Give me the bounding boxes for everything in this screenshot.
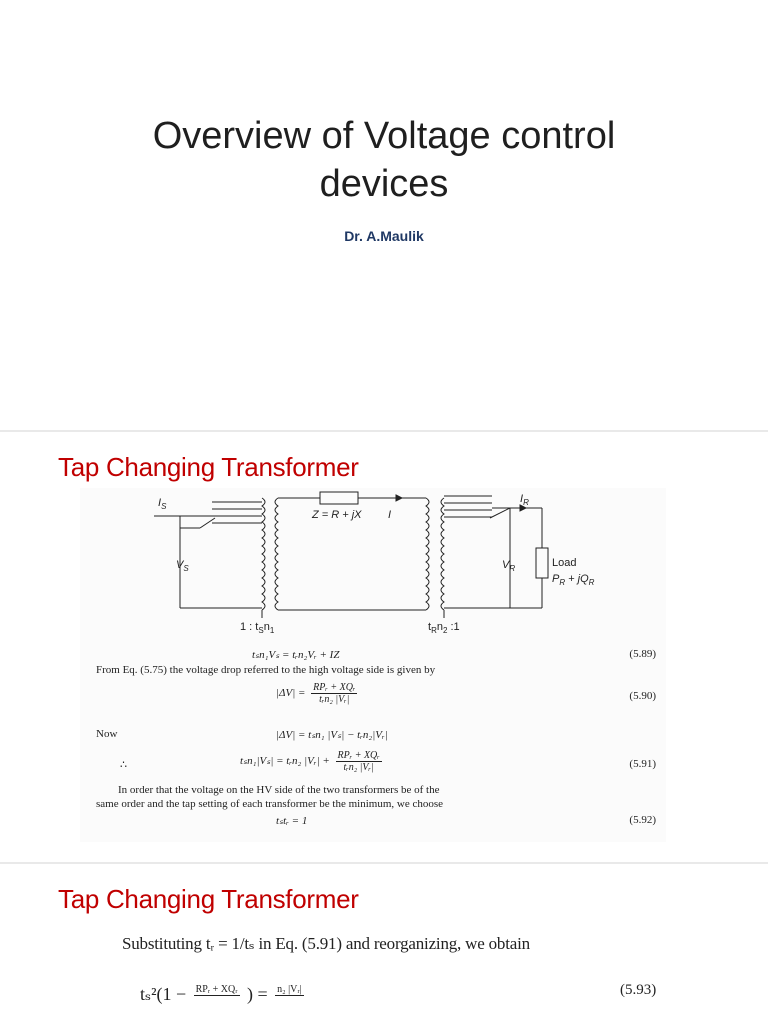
impedance-resistor	[320, 492, 358, 504]
equation-5-91-number: (5.91)	[629, 758, 656, 770]
left-primary-coil	[262, 498, 265, 610]
left-secondary-coil	[275, 498, 278, 610]
slide-title	[0, 112, 768, 208]
equation-delta-v: |ΔV| = tₛn₁ |Vₛ| − tᵣn₂|Vᵣ|	[276, 729, 388, 741]
ir-label: $I_R$	[520, 493, 529, 507]
tap-changing-circuit-diagram	[80, 488, 666, 653]
impedance-label: Z = R + jX	[312, 509, 362, 521]
text-from-eq: From Eq. (5.75) the voltage drop referred to the high voltage side is given by	[96, 664, 436, 676]
is-label: $I_S$	[158, 497, 167, 511]
equation-5-92-number: (5.92)	[629, 814, 656, 826]
vs-label: $V_S$	[176, 559, 189, 573]
right-primary-coil	[426, 498, 429, 610]
tap-changing-slide-2	[0, 864, 768, 1024]
title-line-1: Overview of Voltage control	[152, 115, 616, 157]
load-label: Load	[552, 557, 577, 569]
title-line-2: devices	[319, 163, 449, 205]
therefore-symbol: ∴	[120, 759, 127, 771]
vr-label: $V_R$	[502, 559, 516, 573]
load-box	[536, 548, 548, 578]
slide-heading: Tap Changing Transformer	[58, 884, 359, 914]
equation-5-89: tₛn₁Vₛ = tᵣn₂Vᵣ + IZ	[252, 649, 340, 661]
equation-5-90: |ΔV| = $\frac{\text{RPᵣ + XQᵣ}}{\text{tᵣn₂ |Vᵣ|}}$	[276, 682, 356, 705]
textbook-excerpt	[80, 488, 666, 842]
right-tap-switch	[490, 508, 510, 518]
ratio-left-label: 1 : $t_Sn_1$	[240, 621, 275, 635]
equation-5-91: tₛn₁|Vₛ| = tᵣn₂ |Vᵣ| + $\frac{\text{RPᵣ + XQᵣ}}{\text{tᵣn₂ |Vᵣ|}}$	[240, 750, 380, 773]
current-label: I	[388, 509, 392, 521]
ratio-right-label: $t_Rn_2$ :1	[428, 621, 460, 635]
title-slide	[0, 0, 768, 430]
equation-5-90-number: (5.90)	[629, 690, 656, 702]
load-power-label: $P_R + jQ_R$	[552, 573, 595, 587]
author-name: Dr. A.Maulik	[344, 228, 424, 244]
tap-changing-slide-1	[0, 432, 768, 862]
right-secondary-coil	[441, 498, 444, 610]
equation-5-89-number: (5.89)	[629, 648, 656, 660]
slide-heading: Tap Changing Transformer	[58, 452, 359, 482]
equation-5-92: tₛtᵣ = 1	[276, 815, 308, 827]
now-label: Now	[96, 728, 118, 740]
equation-5-93: tₛ²(1 − RPᵣ + XQᵣ ) = n₂ |Vᵣ|	[140, 984, 302, 1004]
text-order-line-1: In order that the voltage on the HV side of the two transformers be of the	[118, 784, 440, 796]
text-order-line-2: same order and the tap setting of each transformer be the minimum, we choose	[96, 798, 443, 810]
equation-5-93-number: (5.93)	[620, 982, 657, 998]
substitution-text: Substituting tᵣ = 1/tₛ in Eq. (5.91) and reorganizing, we obtain	[122, 934, 530, 953]
